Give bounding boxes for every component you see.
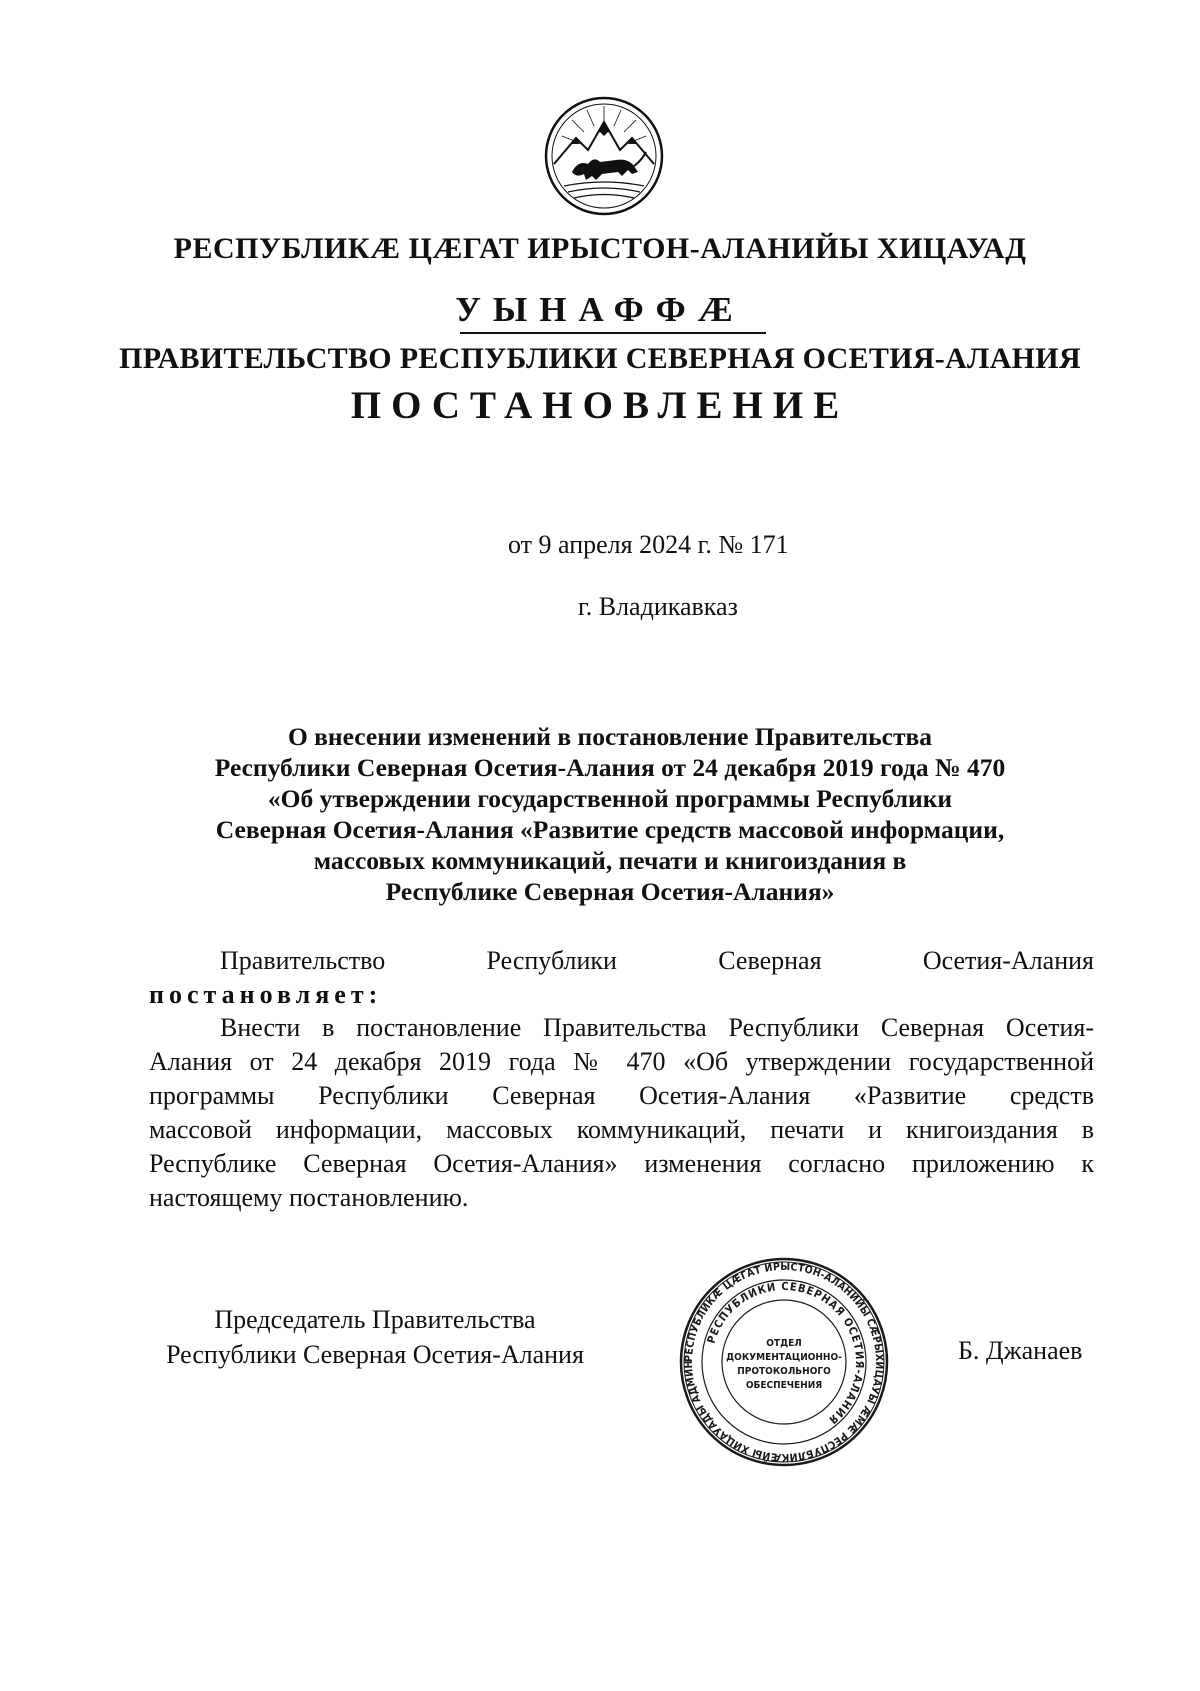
paragraph-line: программы Республики Северная Осетия-Алания «Развитие средств xyxy=(149,1081,1094,1110)
signer-name: Б. Джанаев xyxy=(958,1336,1083,1365)
subject-line: Северная Осетия-Алания «Развитие средств массовой информации, xyxy=(215,815,1005,844)
paragraph-line: Республике Северная Осетия-Алания» изменения согласно приложению к xyxy=(149,1149,1094,1178)
signer-position-line: Председатель Правительства xyxy=(214,1305,536,1334)
preamble-line: Правительство Республики Северная Осетия-Алания xyxy=(220,946,1094,975)
stamp-center-line: ДОКУМЕНТАЦИОННО- xyxy=(726,1352,842,1363)
subject-line: массовых коммуникаций, печати и книгоиздания в xyxy=(313,846,907,875)
document-date-number: от 9 апреля 2024 г. № 171 xyxy=(508,530,789,559)
stamp-inner-text: РЕСПУБЛИКИ СЕВЕРНАЯ ОСЕТИЯ-АЛАНИЯ xyxy=(704,1279,867,1427)
heading-underline xyxy=(460,332,766,334)
official-seal-stamp-icon xyxy=(678,1256,890,1468)
stamp-outer-text: РЕСПУБЛИКӔ ЦӔГАТ ИРЫСТОН-АЛАНИЙЫ СӔРЫХИЦАУЫ ӔМӔ РЕСПУБЛИКӔЙЫ ХИЦАУАДЫ АДМИН xyxy=(682,1260,886,1464)
paragraph-line: настоящему постановлению. xyxy=(149,1183,469,1212)
stamp-center-line: ОБЕСПЕЧЕНИЯ xyxy=(745,1380,823,1391)
document-city: г. Владикавказ xyxy=(578,592,738,621)
subject-line: Республике Северная Осетия-Алания» xyxy=(385,877,835,906)
signer-position xyxy=(140,1302,610,1372)
paragraph-line: Внести в постановление Правительства Республики Северная Осетия- xyxy=(220,1013,1094,1042)
paragraph-line: Алания от 24 декабря 2019 года № 470 «Об утверждении государственной xyxy=(149,1047,1094,1076)
subject-line: О внесении изменений в постановление Правительства xyxy=(287,722,933,751)
resolution-heading-russian: ПОСТАНОВЛЕНИЕ xyxy=(350,384,850,427)
document-subject xyxy=(150,721,1070,907)
decrees-word: постановляет: xyxy=(149,980,383,1009)
government-title-ossetian: РЕСПУБЛИКӔ ЦӔГАТ ИРЫСТОН-АЛАНИЙЫ ХИЦАУАД xyxy=(173,232,1027,265)
resolution-heading-ossetian: УЫНАФФӔ xyxy=(455,290,745,329)
stamp-center-line: ОТДЕЛ xyxy=(766,1338,802,1349)
paragraph-line: массовой информации, массовых коммуникаций, печати и книгоиздания в xyxy=(149,1115,1094,1144)
subject-line: Республики Северная Осетия-Алания от 24 декабря 2019 года № 470 xyxy=(214,753,1006,782)
government-title-russian: ПРАВИТЕЛЬСТВО РЕСПУБЛИКИ СЕВЕРНАЯ ОСЕТИЯ-АЛАНИЯ xyxy=(119,342,1081,375)
signer-position-line: Республики Северная Осетия-Алания xyxy=(166,1340,584,1369)
stamp-center-line: ПРОТОКОЛЬНОГО xyxy=(737,1366,831,1377)
coat-of-arms-emblem-icon xyxy=(542,94,666,218)
subject-line: «Об утверждении государственной программы Республики xyxy=(267,784,953,813)
